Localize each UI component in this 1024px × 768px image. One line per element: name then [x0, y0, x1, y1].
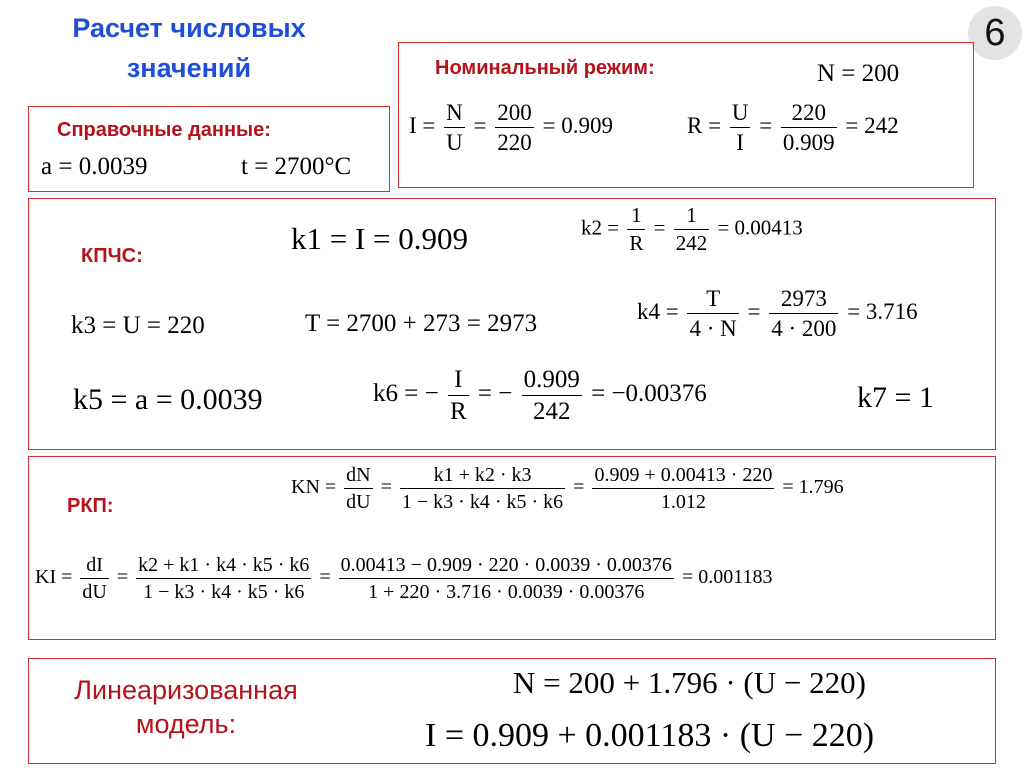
- reference-data-box: [28, 106, 390, 192]
- kpchs-box: [28, 198, 996, 450]
- kpchs-label: КПЧС:: [81, 245, 143, 267]
- k3-equation: k3 = U = 220: [71, 312, 205, 339]
- page-title: Расчет числовых значений: [72, 13, 306, 83]
- ki-equation: KI = $\frac{dI}{dU}$ = $\frac{k2 + k1 \cdot k4 \cdot k5 \cdot k6}{1 - k3 \cdot k4 \cdot k5 \cdot k6}$ = $\frac{0.00413 - 0.909 \cdot 220 \cdot 0.0039 \cdot 0.00376}{1 + 220 \cdot 3.716 \cdot 0.0039 \cdot 0.00376}$ = 0.001183: [35, 554, 773, 603]
- reference-a-value: a = 0.0039: [41, 153, 148, 180]
- k5-equation: k5 = a = 0.0039: [73, 383, 263, 416]
- nominal-heading: Номинальный режим:: [435, 57, 655, 79]
- linear-model-label: Линеаризованная модель:: [74, 675, 298, 739]
- current-equation: I = $\frac{N}{U}$ = $\frac{200}{220}$ = 0.909: [409, 100, 613, 155]
- k6-equation: k6 = − $\frac{I}{R}$ = − $\frac{0.909}{242}$ = −0.00376: [373, 366, 707, 425]
- k2-equation: k2 = $\frac{1}{R}$ = $\frac{1}{242}$ = 0.00413: [581, 203, 803, 255]
- reference-t-value: t = 2700°C: [241, 153, 352, 180]
- k7-equation: k7 = 1: [857, 381, 934, 414]
- nominal-n-value: N = 200: [817, 60, 900, 87]
- linear-i-equation: I = 0.909 + 0.001183 · (U − 220): [425, 717, 875, 754]
- rkp-label: РКП:: [67, 495, 114, 517]
- nominal-mode-box: [398, 42, 974, 188]
- resistance-equation: R = $\frac{U}{I}$ = $\frac{220}{0.909}$ = 242: [687, 100, 899, 155]
- temperature-equation: T = 2700 + 273 = 2973: [305, 310, 538, 337]
- rkp-box: [28, 456, 996, 640]
- k1-equation: k1 = I = 0.909: [291, 221, 469, 256]
- kn-equation: KN = $\frac{dN}{dU}$ = $\frac{k1 + k2 \cdot k3}{1 - k3 \cdot k4 \cdot k5 \cdot k6}$ = $\frac{0.909 + 0.00413 \cdot 220}{1.012}$ = 1.796: [291, 464, 844, 513]
- reference-heading: Справочные данные:: [57, 119, 271, 141]
- linear-n-equation: N = 200 + 1.796 · (U − 220): [513, 665, 866, 700]
- k4-equation: k4 = $\frac{T}{4 \cdot N}$ = $\frac{2973}{4 \cdot 200}$ = 3.716: [637, 286, 918, 341]
- linear-model-box: [28, 658, 996, 764]
- slide-number-badge: 6: [968, 6, 1022, 60]
